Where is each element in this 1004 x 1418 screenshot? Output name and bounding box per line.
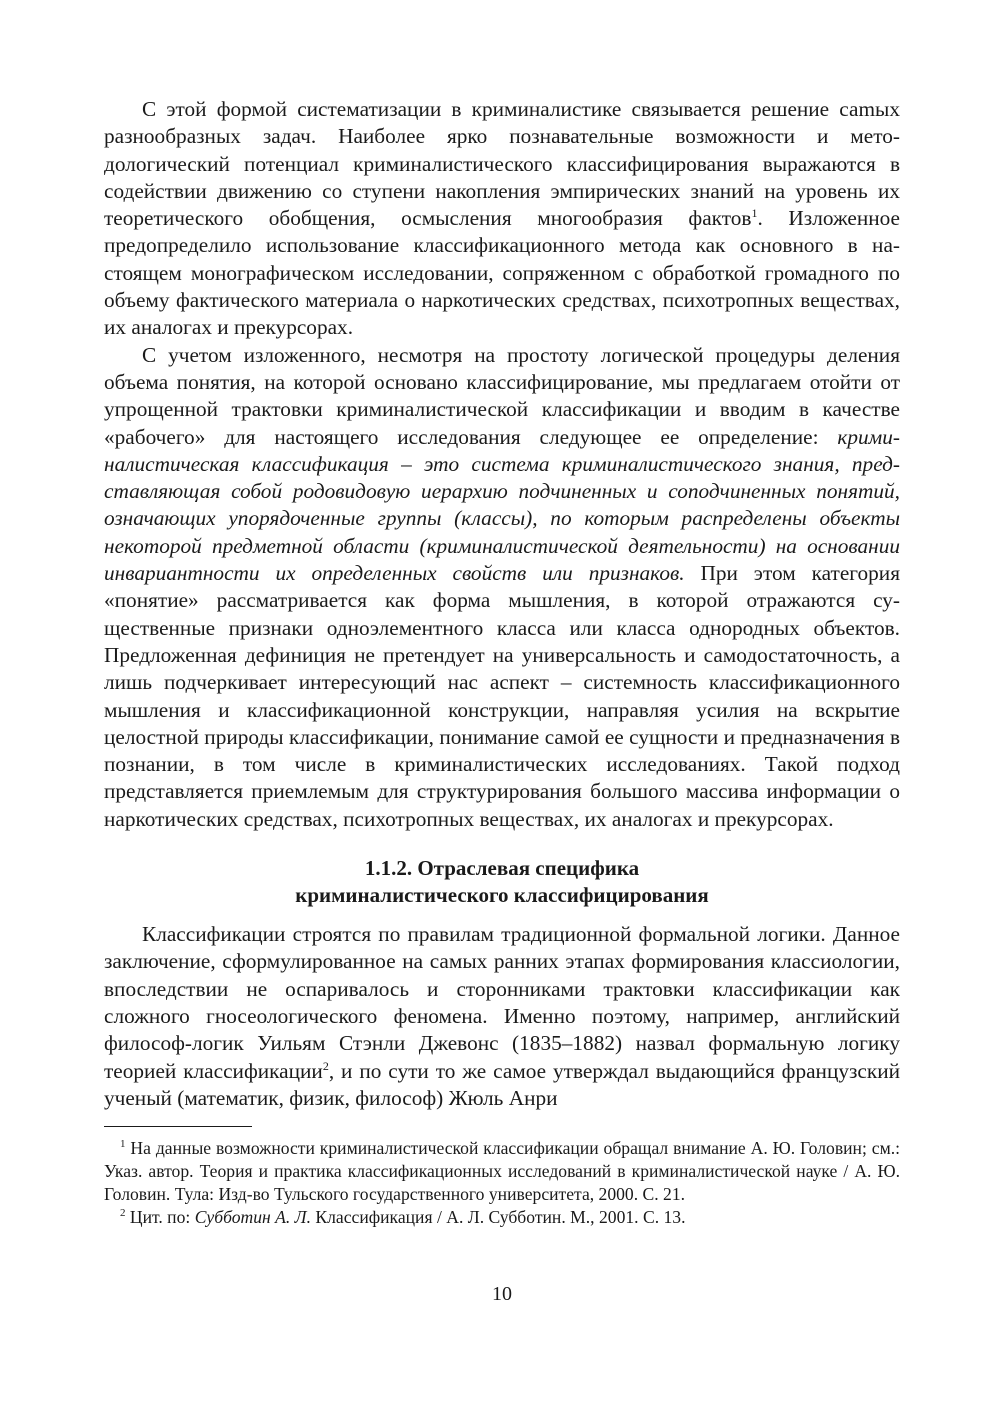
footnote-1 xyxy=(104,1137,900,1206)
paragraph-3-text-a: Классификации строятся по правилам традиционной формальной логики. Данное заключение, сформулированное на самых ранних этапах формирования классиологии, впоследствии не оспаривалось и сторонниками трактовки классификации как сложного гносеологического феномена. Именно поэтому, например, английский философ-логик Уильям Стэнли Джевонс (1835–1882) назвал формальную логику теорией классификации xyxy=(104,922,900,1083)
document-page xyxy=(104,96,900,1229)
paragraph-2-text-b: При этом категория «понятие» рассматривается как форма мышления, в которой отражаются существенные признаки одноэлементного класса или класса однородных объектов. Предложенная дефиниция не претендует на универсальность и самодостаточность, а лишь подчеркивает интересующий нас аспект – системность классификационного мышления и классификационной конструкции, направляя усилия на вскрытие целостной природы классификации, понимание самой ее сущности и предназначения в познании, в том числе в криминалистических исследованиях. Такой подход представляется приемлемым для структурирования большого массива информации о наркотических средствах, психотропных веществах, их аналогах и прекурсорах. xyxy=(104,561,900,831)
footnote-ref-2[interactable]: 2 xyxy=(322,1058,329,1073)
paragraph-3 xyxy=(104,921,900,1112)
footnote-2 xyxy=(104,1206,900,1229)
paragraph-1-text-b: . Изложенное предопределило использование классификационного метода как основного в настоящем монографическом исследовании, сопряженном с обработкой громадного по объему фактического материала о наркотических средствах, психотропных веществах, их аналогах и прекурсорах. xyxy=(104,206,901,340)
page-number: 10 xyxy=(492,1283,512,1305)
footnote-1-text: На данные возможности криминалистической классификации обращал внимание А. Ю. Головин; см.: Указ. автор. Теория и практика классификационных исследований в криминалистической науке / А. Ю. Головин. Тула: Изд-во Тульского государственного университета, 2000. С. 21. xyxy=(104,1138,900,1205)
footnote-divider xyxy=(104,1126,252,1127)
section-heading-line-1: 1.1.2. Отраслевая специфика xyxy=(364,856,640,881)
paragraph-1-text-a: С этой формой систематизации в криминалистике связывается решение саmых разнообразных задач. Наиболее ярко познавательные возможности и методологический потенциал криминалистического классифицирования выражаются в содействии движению со ступени накопления эмпирических знаний на уровень их теоретического обобщения, осмысления многообразия фактов xyxy=(104,97,900,231)
definition-italic: криминалистическая классификация – это система криминалистического знания, представляющая собой родовидовую иерархию подчиненных и соподчиненных понятий, означающих упорядоченные группы (классы), по которым распределены объекты некоторой предметной области (криминалистической деятельности) на основании инвариантности их определенных свойств или признаков. xyxy=(104,424,900,586)
section-heading-line-2: криминалистического классифицирования xyxy=(295,883,709,908)
footnote-2-pre: Цит. по: xyxy=(125,1207,195,1228)
paragraph-3-text-b: , и по сути то же самое утверждал выдающийся французский ученый (математик, физик, философ) Жюль Анри xyxy=(104,1058,900,1110)
footnote-ref-1[interactable]: 1 xyxy=(751,206,758,221)
footnote-2-marker: 2 xyxy=(120,1207,126,1220)
paragraph-1 xyxy=(104,96,900,342)
footnote-2-author: Субботин А. Л. xyxy=(194,1207,311,1228)
section-heading xyxy=(104,855,900,909)
paragraph-2-text-a: С учетом изложенного, несмотря на простоту логической процедуры деления объема понятия, на которой основано классифицирование, мы предлагаем отойти от упрощенной трактовки криминалистической классификации и вводим в качестве «рабочего» для настоящего исследования следующее ее определение: xyxy=(104,342,900,449)
footnote-1-marker: 1 xyxy=(120,1138,126,1151)
footnote-2-post: Классификация / А. Л. Субботин. М., 2001. С. 13. xyxy=(310,1207,686,1228)
paragraph-2 xyxy=(104,342,900,833)
